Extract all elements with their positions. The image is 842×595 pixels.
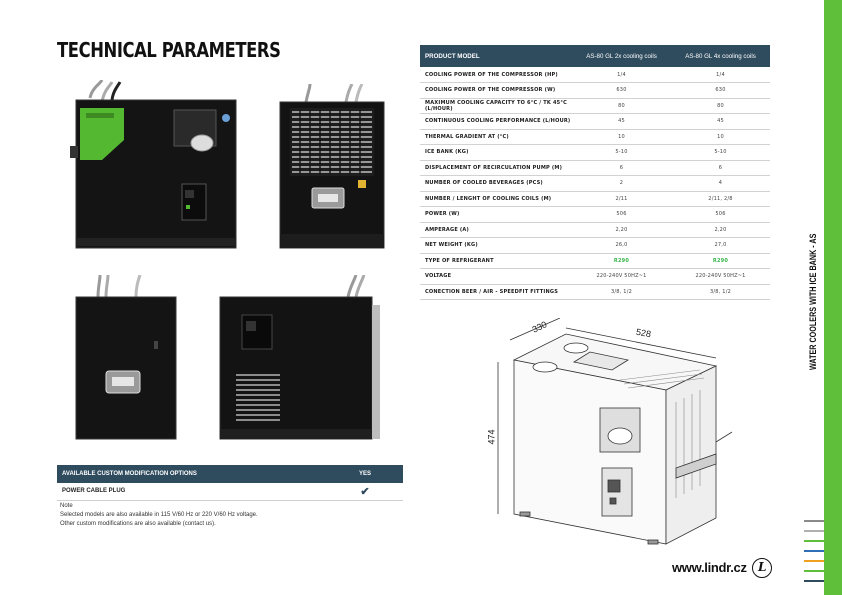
spec-header-col1: AS-80 GL 2x cooling coils <box>572 45 671 67</box>
spec-table <box>420 45 770 300</box>
spec-label: TYPE OF REFRIGERANT <box>420 253 572 269</box>
table-row <box>420 222 770 238</box>
table-row <box>420 160 770 176</box>
spec-value: 6 <box>671 160 770 176</box>
spec-label: CONECTION BEER / AIR - SPEEDFIT FITTINGS <box>420 284 572 300</box>
spec-label: NUMBER / LENGHT OF COOLING COILS (M) <box>420 191 572 207</box>
table-row <box>420 269 770 285</box>
color-stripe <box>804 520 824 522</box>
spec-label: COOLING POWER OF THE COMPRESSOR (HP) <box>420 67 572 83</box>
spec-label: AMPERAGE (A) <box>420 222 572 238</box>
side-label: WATER COOLERS WITH ICE BANK - AS <box>808 233 818 370</box>
spec-value: 630 <box>671 83 770 99</box>
dimension-drawing-icon <box>480 318 750 548</box>
modifications-table <box>57 465 403 501</box>
note-block <box>60 502 258 529</box>
color-stripe <box>804 560 824 562</box>
spec-value: 1/4 <box>572 67 671 83</box>
checkmark-icon: ✔ <box>327 483 403 500</box>
spec-value: R290 <box>572 253 671 269</box>
table-row <box>420 98 770 114</box>
color-stripe <box>804 540 824 542</box>
modifications-header-label: AVAILABLE CUSTOM MODIFICATION OPTIONS <box>57 465 327 483</box>
photo-angle-view-icon <box>216 275 386 441</box>
spec-value: 630 <box>572 83 671 99</box>
photo-front-panel-icon <box>62 80 242 250</box>
spec-label: DISPLACEMENT OF RECIRCULATION PUMP (M) <box>420 160 572 176</box>
modifications-header <box>57 465 403 483</box>
spec-header-model: PRODUCT MODEL <box>420 45 572 67</box>
table-row <box>420 191 770 207</box>
photo-side-panel-icon <box>70 275 185 441</box>
table-row <box>420 145 770 161</box>
spec-value: 80 <box>671 98 770 114</box>
color-stripe <box>804 580 824 582</box>
table-row <box>57 483 403 500</box>
spec-label: NUMBER OF COOLED BEVERAGES (PCS) <box>420 176 572 192</box>
table-row <box>420 129 770 145</box>
spec-value: 2 <box>572 176 671 192</box>
spec-value: 3/8, 1/2 <box>572 284 671 300</box>
spec-value: 3/8, 1/2 <box>671 284 770 300</box>
color-stripe <box>804 570 824 572</box>
table-row <box>420 238 770 254</box>
spec-value: 220-240V 50HZ~1 <box>572 269 671 285</box>
table-row <box>420 114 770 130</box>
table-row <box>420 284 770 300</box>
spec-label: THERMAL GRADIENT AT (°C) <box>420 129 572 145</box>
table-row <box>420 67 770 83</box>
spec-value: 6 <box>572 160 671 176</box>
color-stripe <box>804 550 824 552</box>
color-stripe <box>804 530 824 532</box>
spec-value: 80 <box>572 98 671 114</box>
spec-value: 45 <box>671 114 770 130</box>
spec-label: POWER (W) <box>420 207 572 223</box>
table-row <box>420 83 770 99</box>
spec-value: 10 <box>671 129 770 145</box>
spec-value: R290 <box>671 253 770 269</box>
table-row <box>420 253 770 269</box>
spec-value: 2,20 <box>572 222 671 238</box>
spec-label: MAXIMUM COOLING CAPACITY TO 6°C / TK 45°C (L/HOUR) <box>420 98 572 114</box>
spec-value: 1/4 <box>671 67 770 83</box>
modification-label: POWER CABLE PLUG <box>57 483 327 500</box>
spec-value: 27,0 <box>671 238 770 254</box>
spec-value: 506 <box>671 207 770 223</box>
photo-back-grille-icon <box>276 84 391 250</box>
spec-label: NET WEIGHT (KG) <box>420 238 572 254</box>
spec-value: 2/11, 2/8 <box>671 191 770 207</box>
spec-value: 2/11 <box>572 191 671 207</box>
page-title: TECHNICAL PARAMETERS <box>57 38 281 62</box>
spec-value: 2,20 <box>671 222 770 238</box>
dimension-height: 474 <box>486 429 497 445</box>
spec-value: 220-240V 50HZ~1 <box>671 269 770 285</box>
spec-value: 4 <box>671 176 770 192</box>
spec-label: COOLING POWER OF THE COMPRESSOR (W) <box>420 83 572 99</box>
spec-value: 506 <box>572 207 671 223</box>
spec-table-header <box>420 45 770 67</box>
note-heading: Note <box>60 503 73 509</box>
spec-label: VOLTAGE <box>420 269 572 285</box>
brand-logo-icon <box>752 558 772 578</box>
spec-label: ICE BANK (KG) <box>420 145 572 161</box>
note-line: Other custom modifications are also available (contact us). <box>60 521 216 527</box>
accent-bar <box>824 0 842 595</box>
spec-header-col2: AS-80 GL 4x cooling coils <box>671 45 770 67</box>
modifications-header-yes: YES <box>327 465 403 483</box>
logo-letter: L <box>758 560 767 574</box>
spec-value: 10 <box>572 129 671 145</box>
spec-value: 5-10 <box>671 145 770 161</box>
dimension-width: 528 <box>635 326 652 340</box>
table-row <box>420 207 770 223</box>
website-link[interactable]: www.lindr.cz <box>672 560 747 575</box>
note-line: Selected models are also available in 115 V/60 Hz or 220 V/60 Hz voltage. <box>60 512 258 518</box>
spec-label: CONTINUOUS COOLING PERFORMANCE (L/HOUR) <box>420 114 572 130</box>
table-row <box>420 176 770 192</box>
spec-value: 26,0 <box>572 238 671 254</box>
dimension-depth: 330 <box>530 319 549 335</box>
spec-value: 5-10 <box>572 145 671 161</box>
spec-value: 45 <box>572 114 671 130</box>
